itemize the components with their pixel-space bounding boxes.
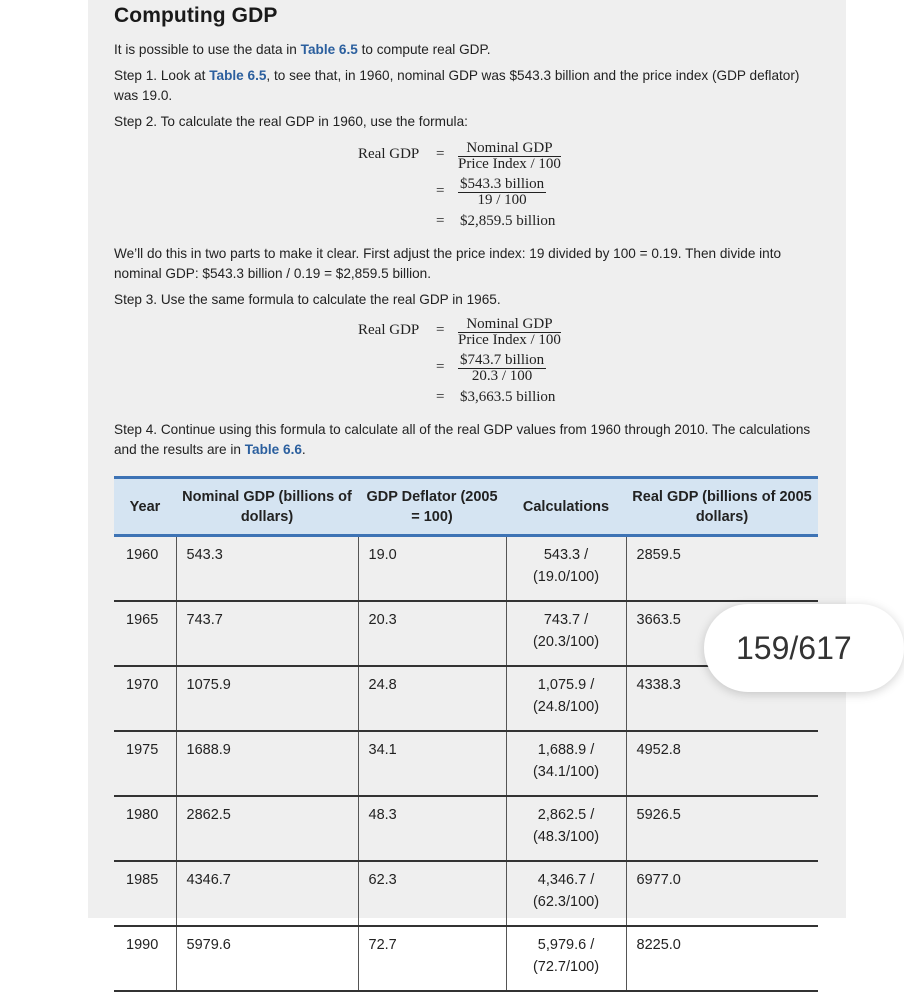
calc-line-1: 2,862.5 /: [537, 807, 595, 823]
cell-year: 1990: [114, 926, 176, 991]
real-gdp-table: [114, 476, 818, 992]
formula-1965: [114, 314, 818, 414]
cell-nominal: 1075.9: [176, 666, 358, 731]
formula-equals: =: [436, 322, 445, 338]
cell-calculation: [506, 536, 626, 602]
cell-calculation: [506, 796, 626, 861]
cell-year: 1985: [114, 861, 176, 926]
cell-calculation: [506, 861, 626, 926]
table-row: [114, 796, 818, 861]
cell-year: 1970: [114, 666, 176, 731]
cell-real-gdp: 5926.5: [626, 796, 818, 861]
formula-equals-2: =: [436, 183, 445, 199]
fraction-denominator-value: 19 / 100: [477, 192, 527, 208]
step4-text: Step 4. Continue using this formula to calculate all of the real GDP values from 1960 through 2010. The calculations and the results are in: [114, 422, 811, 457]
table-header-row: [114, 478, 818, 536]
formula-1960: [114, 138, 818, 238]
cell-nominal: 743.7: [176, 601, 358, 666]
cell-real-gdp: 6977.0: [626, 861, 818, 926]
step4-paragraph: [114, 420, 818, 460]
table-6-5-link[interactable]: Table 6.5: [300, 42, 358, 57]
step1-paragraph: [114, 66, 818, 106]
section-heading: Computing GDP: [114, 4, 278, 27]
intro-paragraph: [114, 40, 818, 60]
formula-fraction-values: [458, 177, 546, 208]
step1-text: Step 1. Look at: [114, 68, 210, 83]
cell-deflator: 19.0: [358, 536, 506, 602]
table-row: [114, 731, 818, 796]
cell-deflator: 48.3: [358, 796, 506, 861]
calc-line-1: 5,979.6 /: [537, 937, 595, 953]
fraction-denominator: Price Index / 100: [458, 332, 561, 348]
cell-year: 1960: [114, 536, 176, 602]
fraction-denominator: Price Index / 100: [458, 156, 561, 172]
calc-line-2: (48.3/100): [532, 829, 600, 845]
formula-fraction-values: [458, 353, 546, 384]
cell-deflator: 72.7: [358, 926, 506, 991]
step1-text-end: , to see that, in 1960, nominal GDP was $543.3 billion and the price index (GDP deflator) was 19.0.: [114, 68, 800, 103]
page-indicator-label: 159/617: [736, 630, 852, 666]
header-gdp-deflator: GDP Deflator (2005 = 100): [366, 488, 498, 525]
fraction-numerator-value: $743.7 billion: [460, 352, 545, 368]
calc-line-1: 1,688.9 /: [537, 742, 595, 758]
table-row: [114, 666, 818, 731]
formula-equals: =: [436, 146, 445, 162]
fraction-numerator: Nominal GDP: [458, 317, 561, 333]
fraction-denominator-value: 20.3 / 100: [471, 368, 533, 384]
cell-nominal: 543.3: [176, 536, 358, 602]
cell-nominal: 4346.7: [176, 861, 358, 926]
cell-calculation: [506, 731, 626, 796]
cell-real-gdp: 2859.5: [626, 536, 818, 602]
cell-real-gdp: 8225.0: [626, 926, 818, 991]
calc-line-2: (24.8/100): [532, 699, 600, 715]
header-nominal-gdp: Nominal GDP (billions of dollars): [182, 488, 352, 525]
intro-text-end: to compute real GDP.: [357, 42, 491, 57]
cell-nominal: 1688.9: [176, 731, 358, 796]
explanation-paragraph: We’ll do this in two parts to make it clear. First adjust the price index: 19 divided by 100 = 0.19. Then divide into nominal GDP: $543.3 billion / 0.19 = $2,859.5 billion.: [114, 246, 782, 281]
calc-line-2: (72.7/100): [532, 959, 600, 975]
step2-paragraph: Step 2. To calculate the real GDP in 1960, use the formula:: [114, 114, 468, 129]
calc-line-2: (62.3/100): [532, 894, 600, 910]
fraction-numerator-value: $543.3 billion: [460, 176, 545, 192]
cell-calculation: [506, 601, 626, 666]
cell-real-gdp: 4952.8: [626, 731, 818, 796]
formula-lhs: Real GDP: [358, 322, 420, 338]
formula-equals-2: =: [436, 359, 445, 375]
table-6-6-link[interactable]: Table 6.6: [244, 442, 302, 457]
cell-deflator: 34.1: [358, 731, 506, 796]
step4-text-end: .: [301, 442, 306, 457]
formula-fraction-general: [458, 317, 561, 348]
fraction-numerator: Nominal GDP: [458, 141, 561, 157]
calc-line-1: 4,346.7 /: [537, 872, 595, 888]
calc-line-2: (34.1/100): [532, 764, 600, 780]
formula-result: $2,859.5 billion: [460, 213, 556, 229]
table-row: [114, 926, 818, 991]
cell-real-gdp: 4338.3: [626, 666, 818, 731]
calc-line-1: 543.3 /: [543, 547, 589, 563]
formula-result: $3,663.5 billion: [460, 389, 556, 405]
document-page: [88, 0, 846, 975]
cell-year: 1975: [114, 731, 176, 796]
step3-paragraph: Step 3. Use the same formula to calculate the real GDP in 1965.: [114, 292, 501, 307]
calc-line-2: (20.3/100): [532, 634, 600, 650]
cell-calculation: [506, 666, 626, 731]
formula-equals-3: =: [436, 389, 445, 405]
formula-fraction-general: [458, 141, 561, 172]
formula-equals-3: =: [436, 213, 445, 229]
cell-deflator: 24.8: [358, 666, 506, 731]
cell-nominal: 2862.5: [176, 796, 358, 861]
cell-year: 1965: [114, 601, 176, 666]
intro-text: It is possible to use the data in: [114, 42, 301, 57]
cell-real-gdp: 3663.5: [626, 601, 818, 666]
cell-nominal: 5979.6: [176, 926, 358, 991]
calc-line-2: (19.0/100): [532, 569, 600, 585]
cell-calculation: [506, 926, 626, 991]
table-row: [114, 536, 818, 602]
formula-lhs: Real GDP: [358, 146, 420, 162]
cell-deflator: 20.3: [358, 601, 506, 666]
cell-deflator: 62.3: [358, 861, 506, 926]
calc-line-1: 743.7 /: [543, 612, 589, 628]
page-indicator[interactable]: [704, 604, 904, 692]
table-6-5-link-step1[interactable]: Table 6.5: [209, 68, 267, 83]
header-calculations: Calculations: [522, 498, 610, 515]
calc-line-1: 1,075.9 /: [537, 677, 595, 693]
header-year: Year: [129, 498, 161, 515]
table-row: [114, 861, 818, 926]
header-real-gdp: Real GDP (billions of 2005 dollars): [632, 488, 812, 525]
cell-year: 1980: [114, 796, 176, 861]
